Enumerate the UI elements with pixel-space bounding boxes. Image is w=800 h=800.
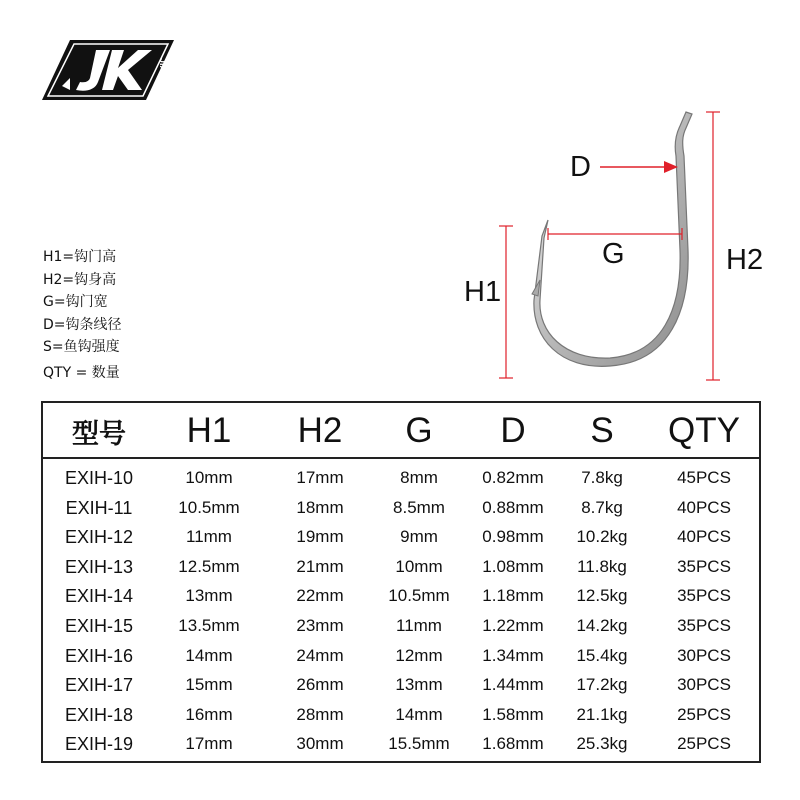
- hook-diagram: [440, 100, 780, 390]
- cell-g: 14mm: [395, 704, 443, 724]
- cell-s: 15.4kg: [576, 645, 628, 665]
- cell-h2: 21mm: [296, 556, 344, 576]
- legend-item-h1: H1=钩门高: [43, 249, 117, 265]
- cell-h1: 11mm: [186, 527, 232, 547]
- cell-s: 14.2kg: [576, 616, 628, 635]
- header-g: G: [405, 411, 433, 450]
- cell-h2: 22mm: [296, 586, 344, 606]
- cell-g: 10mm: [395, 556, 443, 576]
- cell-h1: 10.5mm: [178, 497, 240, 517]
- table-row: [43, 463, 759, 493]
- cell-s: 17.2kg: [576, 675, 628, 695]
- cell-model: EXIH-10: [64, 468, 134, 488]
- header-h1: H1: [186, 411, 232, 450]
- cell-d: 0.88mm: [482, 497, 544, 517]
- header-d: D: [500, 411, 526, 450]
- legend-item-h2: H2=钩身高: [43, 271, 117, 288]
- legend-item-qty: QTY = 数量: [43, 364, 120, 381]
- legend-item-d: D=钩条线径: [43, 316, 122, 333]
- legend-item-s: S=鱼钩强度: [43, 339, 120, 355]
- table-row: [43, 641, 759, 671]
- label-d: D: [570, 151, 591, 183]
- cell-s: 12.5kg: [576, 586, 628, 606]
- table-row: [43, 729, 759, 759]
- cell-model: EXIH-11: [65, 497, 133, 518]
- cell-g: 15.5mm: [388, 734, 450, 754]
- cell-s: 25.3kg: [576, 734, 628, 754]
- table-row: [43, 552, 759, 582]
- logo-word-mark: JIANKER: [158, 58, 168, 98]
- cell-d: 1.44mm: [482, 675, 544, 695]
- label-h2: H2: [726, 244, 764, 276]
- table-row: [43, 611, 759, 641]
- cell-h1: 16mm: [185, 704, 233, 724]
- cell-qty: 35PCS: [677, 586, 731, 606]
- cell-g: 13mm: [395, 675, 443, 695]
- cell-g: 10.5mm: [388, 586, 450, 606]
- header-h2: H2: [297, 411, 343, 450]
- cell-d: 0.98mm: [482, 527, 544, 547]
- cell-qty: 40PCS: [677, 497, 731, 517]
- cell-model: EXIH-19: [64, 734, 134, 755]
- dimension-legend: [43, 246, 122, 384]
- cell-h2: 28mm: [296, 704, 344, 724]
- cell-d: 1.18mm: [482, 586, 544, 606]
- cell-h2: 18mm: [296, 497, 344, 517]
- cell-h1: 15mm: [185, 675, 233, 695]
- cell-g: 12mm: [395, 645, 443, 665]
- cell-model: EXIH-14: [64, 586, 134, 607]
- cell-s: 11.8kg: [577, 556, 627, 576]
- cell-d: 1.22mm: [482, 616, 544, 635]
- table-row: [43, 581, 759, 611]
- cell-qty: 35PCS: [677, 556, 731, 576]
- legend-item-g: G=钩门宽: [43, 294, 108, 310]
- jianker-logo-mark: [40, 38, 175, 102]
- cell-h1: 14mm: [185, 645, 233, 665]
- cell-s: 10.2kg: [576, 527, 628, 547]
- cell-model: EXIH-13: [64, 556, 134, 577]
- spec-table: [41, 401, 761, 763]
- cell-qty: 30PCS: [677, 675, 731, 695]
- cell-h2: 17mm: [296, 468, 344, 487]
- cell-model: EXIH-15: [64, 616, 134, 636]
- cell-qty: 45PCS: [677, 468, 731, 487]
- label-g: G: [602, 238, 625, 270]
- table-row: [43, 700, 759, 730]
- cell-s: 7.8kg: [581, 468, 623, 487]
- cell-d: 1.68mm: [482, 734, 544, 754]
- cell-h1: 12.5mm: [178, 556, 240, 576]
- cell-model: EXIH-12: [64, 527, 134, 548]
- cell-s: 21.1kg: [576, 704, 628, 724]
- table-header: [43, 403, 759, 457]
- cell-model: EXIH-17: [64, 675, 134, 696]
- cell-d: 1.34mm: [482, 645, 544, 665]
- label-h1: H1: [464, 276, 502, 308]
- cell-d: 1.08mm: [482, 556, 544, 576]
- cell-qty: 40PCS: [677, 527, 731, 547]
- header-s: S: [590, 411, 614, 450]
- cell-d: 1.58mm: [482, 704, 544, 724]
- header-qty: QTY: [668, 411, 740, 450]
- cell-g: 9mm: [400, 527, 438, 547]
- header-divider: [43, 457, 759, 459]
- header-model: 型号: [72, 419, 126, 450]
- cell-g: 11mm: [396, 616, 442, 635]
- cell-s: 8.7kg: [581, 497, 623, 517]
- cell-qty: 35PCS: [677, 616, 731, 635]
- cell-h1: 17mm: [185, 734, 233, 754]
- cell-h2: 26mm: [296, 675, 344, 695]
- cell-model: EXIH-18: [64, 704, 134, 725]
- cell-h1: 13mm: [185, 586, 233, 606]
- table-row: [43, 493, 759, 523]
- jianker-logo: [40, 38, 175, 102]
- cell-g: 8mm: [400, 468, 438, 487]
- cell-h2: 19mm: [296, 527, 344, 547]
- table-row: [43, 522, 759, 552]
- cell-h2: 30mm: [296, 734, 344, 754]
- cell-qty: 25PCS: [677, 704, 731, 724]
- cell-model: EXIH-16: [64, 645, 134, 666]
- cell-h1: 13.5mm: [178, 616, 240, 635]
- cell-h1: 10mm: [185, 468, 233, 487]
- cell-h2: 24mm: [296, 645, 344, 665]
- cell-d: 0.82mm: [482, 468, 544, 487]
- table-row: [43, 670, 759, 700]
- cell-g: 8.5mm: [393, 497, 445, 517]
- cell-qty: 25PCS: [677, 734, 731, 754]
- cell-h2: 23mm: [296, 616, 344, 635]
- cell-qty: 30PCS: [677, 645, 731, 665]
